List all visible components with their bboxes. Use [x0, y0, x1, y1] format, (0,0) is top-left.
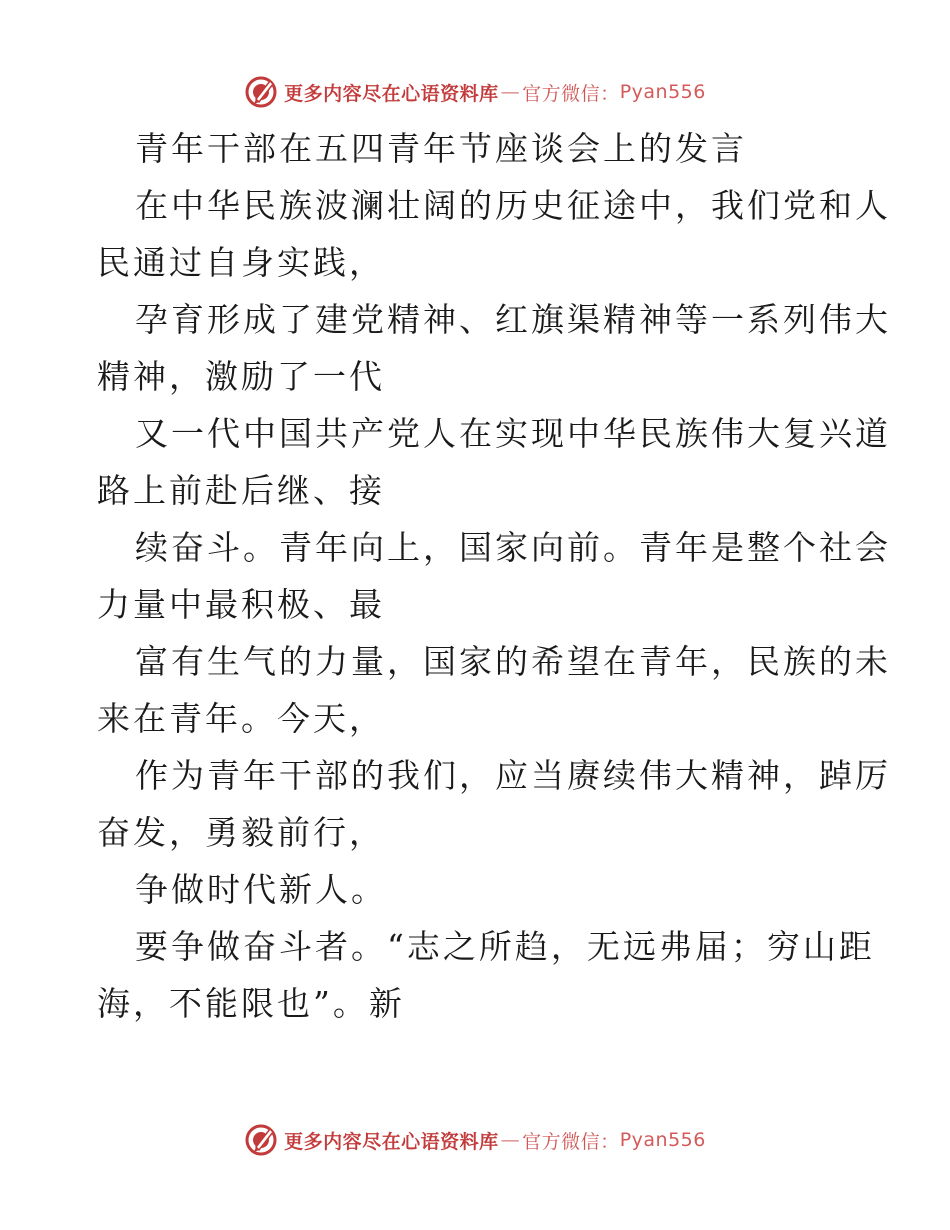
document-body	[97, 120, 891, 1032]
text-line: 续奋斗。青年向上，国家向前。青年是整个社会	[135, 528, 891, 567]
text-line: 海，不能限也”。新	[97, 984, 405, 1023]
document-title: 青年干部在五四青年节座谈会上的发言	[135, 129, 747, 168]
watermark-id: Pyan556	[619, 81, 706, 103]
text-line: 路上前赴后继、接	[97, 471, 385, 510]
watermark-label: 官方微信：	[522, 1130, 620, 1153]
pen-logo-icon	[244, 1123, 278, 1157]
text-line: 作为青年干部的我们，应当赓续伟大精神，踔厉	[135, 756, 891, 795]
pen-logo-icon	[244, 75, 278, 109]
text-line: 争做时代新人。	[135, 870, 387, 909]
watermark-id: Pyan556	[619, 1129, 706, 1151]
text-line: 精神，激励了一代	[97, 357, 385, 396]
watermark-brand: 更多内容尽在心语资料库	[284, 1130, 499, 1153]
text-line: 富有生气的力量，国家的希望在青年，民族的未	[135, 642, 891, 681]
text-line: 在中华民族波澜壮阔的历史征途中，我们党和人	[135, 186, 891, 225]
text-line: 又一代中国共产党人在实现中华民族伟大复兴道	[135, 414, 891, 453]
text-line: 要争做奋斗者。“志之所趋，无远弗届；穷山距	[135, 927, 875, 966]
watermark-separator: —	[500, 81, 521, 103]
text-line: 孕育形成了建党精神、红旗渠精神等一系列伟大	[135, 300, 891, 339]
text-line: 民通过自身实践，	[97, 243, 385, 282]
text-line: 力量中最积极、最	[97, 585, 385, 624]
text-line: 奋发，勇毅前行，	[97, 813, 385, 852]
watermark-label: 官方微信：	[522, 82, 620, 105]
watermark-brand: 更多内容尽在心语资料库	[284, 82, 499, 105]
footer-watermark	[0, 1120, 950, 1160]
text-line: 来在青年。今天，	[97, 699, 385, 738]
header-watermark	[0, 72, 950, 112]
watermark-separator: —	[500, 1129, 521, 1151]
